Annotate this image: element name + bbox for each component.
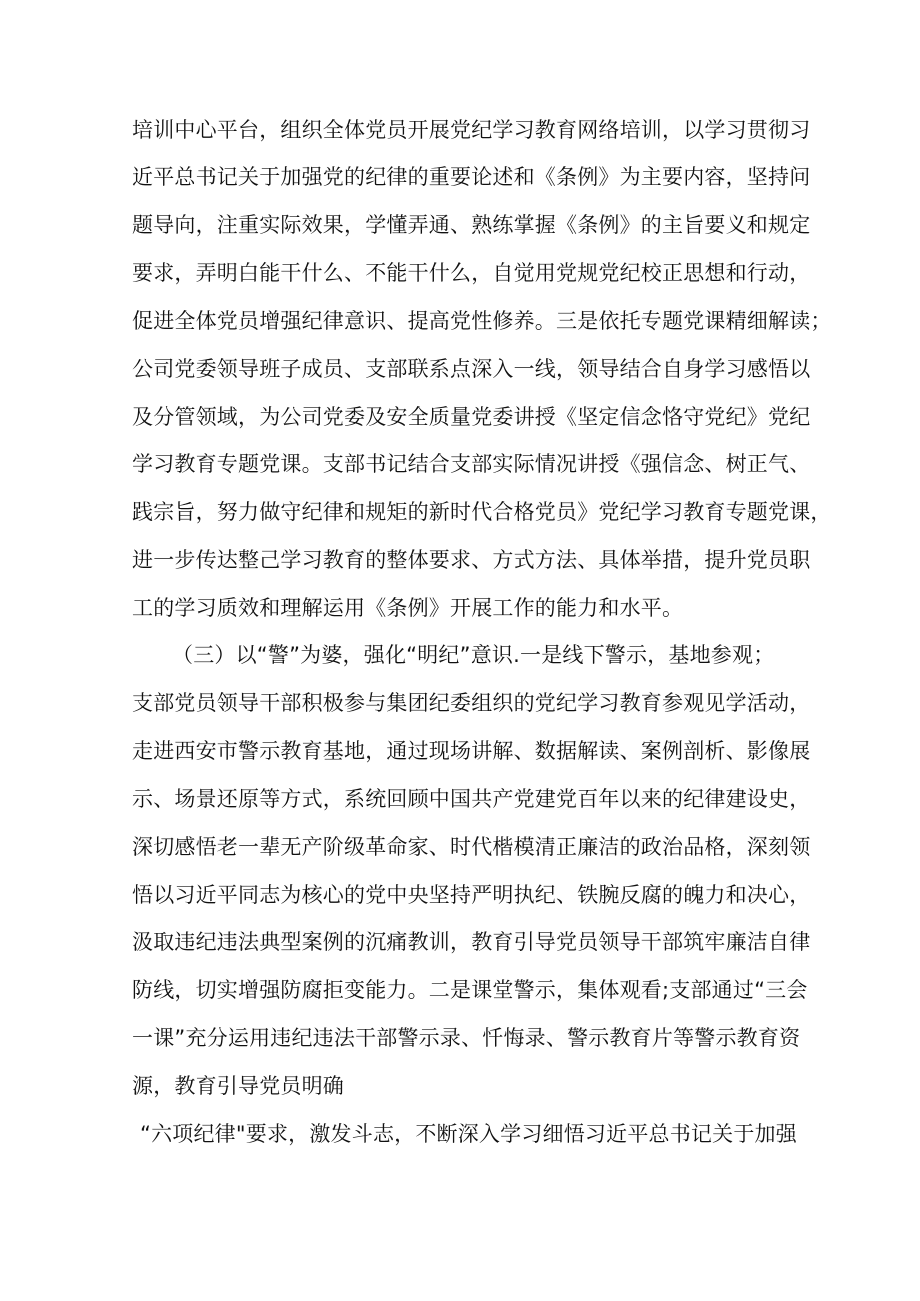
text-line-17: 悟以习近平同志为核心的党中央坚持严明执纪、铁腕反腐的魄力和决心， — [132, 883, 811, 907]
text-line-15: 示、场景还原等方式，系统回顾中国共产党建党百年以来的纪律建设史， — [132, 787, 811, 811]
text-line-8: 学习教育专题党课。支部书记结合支部实际情况讲授《强信念、树正气、 — [132, 452, 811, 476]
text-line-1: 培训中心平台，组织全体党员开展党纪学习教育网络培训，以学习贯彻习 — [132, 118, 811, 142]
text-line-10: 进一步传达整己学习教育的整体要求、方式方法、具体举措，提升党员职 — [132, 548, 811, 572]
text-line-2: 近平总书记关于加强党的纪律的重要论述和《条例》为主要内容，坚持问 — [132, 165, 811, 189]
text-line-16: 深切感悟老一辈无产阶级革命家、时代楷模清正廉洁的政治品格，深刻领 — [132, 835, 811, 859]
text-line-4: 要求，弄明白能干什么、不能干什么，自觉用党规党纪校正思想和行动， — [132, 261, 811, 285]
text-line-6: 公司党委领导班子成员、支部联系点深入一线，领导结合自身学习感悟以 — [132, 357, 811, 381]
text-line-14: 走进西安市警示教育基地，通过现场讲解、数据解读、案例剖析、影像展 — [132, 739, 811, 763]
text-line-13: 支部党员领导干部积极参与集团纪委组织的党纪学习教育参观见学活动， — [132, 691, 811, 715]
section-heading-line: （三）以“警”为婆，强化“明纪”意识.一是线下警示，基地参观； — [172, 643, 775, 667]
text-line-5: 促进全体党员增强纪律意识、提高党性修养。三是依托专题党课精细解读； — [132, 309, 832, 333]
text-line-9: 践宗旨，努力做守纪律和规矩的新时代合格党员》党纪学习教育专题党课， — [132, 500, 832, 524]
text-line-18: 汲取违纪违法典型案例的沉痛教训，教育引导党员领导干部筑牢廉洁自律 — [132, 930, 811, 954]
text-line-21: 源，教育引导党员明确 — [132, 1074, 344, 1098]
text-line-7: 及分管领域，为公司党委及安全质量党委讲授《坚定信念恪守党纪》党纪 — [132, 405, 811, 429]
text-line-3: 题导向，注重实际效果，学懂弄通、熟练掌握《条例》的主旨要义和规定 — [132, 213, 811, 237]
text-line-22: “六项纪律"要求，激发斗志，不断深入学习细悟习近平总书记关于加强 — [140, 1122, 797, 1146]
text-line-19: 防线，切实增强防腐拒变能力。二是课堂警示，集体观看;支部通过“三会 — [132, 978, 808, 1002]
text-line-20: 一课”充分运用违纪违法干部警示录、忏悔录、警示教育片等警示教育资 — [132, 1026, 801, 1050]
text-line-11: 工的学习质效和理解运用《条例》开展工作的能力和水平。 — [132, 596, 684, 620]
